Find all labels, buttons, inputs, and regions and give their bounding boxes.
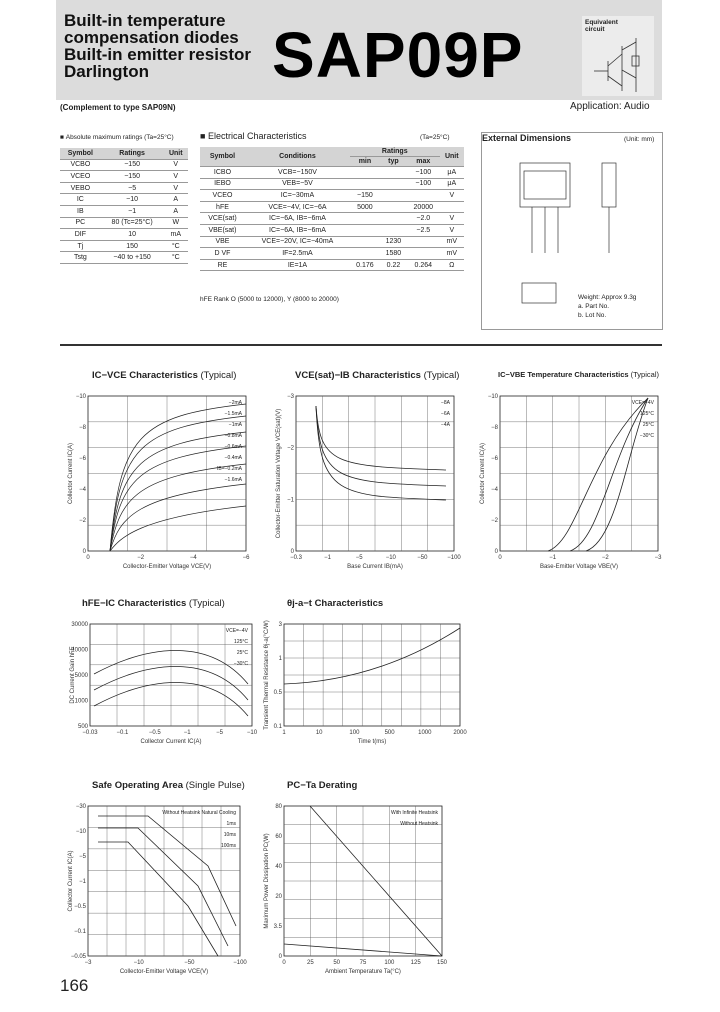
y-tick-label: 40 [275, 864, 282, 870]
x-axis-label: Base Current IB(mA) [347, 564, 403, 570]
y-tick-label: 0.5 [273, 690, 282, 696]
curve-label: 10ms [223, 832, 236, 838]
x-tick-label: −0.3 [290, 555, 302, 561]
table-row: Tj 150 °C [60, 240, 188, 252]
table-header [60, 148, 188, 159]
ext-dims-notes: Weight: Approx 9.3g a. Part No. b. Lot No. [578, 294, 637, 319]
y-tick-label: −4 [491, 487, 498, 493]
table-row: VCEO IC=−30mA −150 V [200, 190, 464, 202]
y-tick-label: 60 [275, 834, 282, 840]
feature-line: Built-in emitter resistor [64, 45, 252, 64]
x-axis-label: Time t(ms) [357, 739, 387, 745]
ic-vbe-curve [570, 398, 648, 551]
table-row: RE IE=1A 0.176 0.22 0.264 Ω [200, 259, 464, 271]
col-header: Ratings [101, 148, 164, 159]
y-tick-label: −2 [287, 445, 294, 452]
x-tick-label: 25 [306, 960, 314, 966]
y-axis-label: Collector-Emitter Saturation Voltage VCE(sat)(V) [276, 408, 282, 539]
table-row: VBE VCE=−20V, IC=−40mA 1230 mV [200, 236, 464, 248]
chart4-title: hFE−IC Characteristics (Typical) [82, 598, 225, 609]
ext-dims-unit: (Unit: mm) [624, 136, 655, 143]
x-tick-label: 0 [86, 555, 90, 561]
y-tick-label: 0 [494, 549, 498, 555]
chart5-theta-t [262, 614, 472, 749]
curve-label: With Infinite Heatsink [391, 810, 438, 816]
x-tick-label: −1 [183, 730, 191, 736]
x-tick-label: 0 [282, 960, 286, 966]
y-tick-label: 500 [77, 724, 88, 730]
y-tick-label: −3 [287, 394, 294, 400]
curve-label: 25°C [642, 422, 654, 428]
x-tick-label: −1 [324, 555, 332, 561]
y-axis-label: DC Current Gain hFE [70, 646, 76, 704]
chart2-title: VCE(sat)−IB Characteristics (Typical) [295, 370, 460, 381]
ic-curve [110, 506, 246, 551]
y-tick-label: 0.1 [273, 724, 282, 730]
y-tick-label: 0 [290, 549, 294, 555]
table-row: VCE(sat) IC=−6A, IB=−6mA −2.0 V [200, 213, 464, 225]
y-tick-label: −30 [75, 804, 86, 810]
x-tick-label: −50 [417, 555, 428, 561]
y-tick-label: −6 [491, 456, 498, 462]
x-tick-label: 100 [349, 730, 360, 736]
table-row: hFE VCE=−4V, IC=−6A 5000 20000 [200, 201, 464, 213]
chart3-title: IC−VBE Temperature Characteristics (Typical) [498, 370, 659, 379]
abs-max-title-text: Absolute maximum ratings [65, 134, 143, 141]
ext-dims-title: External Dimensions [482, 133, 572, 143]
chart7-title: PC−Ta Derating [287, 780, 358, 791]
rank-note: hFE Rank O (5000 to 12000), Y (8000 to 20000) [200, 296, 339, 303]
x-tick-label: 50 [333, 960, 341, 966]
y-tick-label: 0 [278, 954, 282, 960]
curve-label: −0.8mA [224, 433, 242, 439]
elec-title-text: Electrical Characteristics [207, 131, 307, 141]
curve-label: −8A [440, 400, 450, 406]
y-tick-label: 1 [278, 656, 282, 662]
x-tick-label: 500 [384, 730, 395, 736]
curve-label: −1.6mA [224, 477, 242, 483]
y-tick-label: 1000 [74, 698, 88, 705]
curve-label: VCE=−4V [225, 628, 248, 634]
table-row: D VF IF=2.5mA 1580 mV [200, 248, 464, 260]
chart3-ic-vbe [472, 386, 672, 576]
x-axis-label: Collector Current IC(A) [140, 739, 202, 745]
x-tick-label: 1 [282, 730, 286, 736]
table-row: ICBO VCB=−150V −100 μA [200, 167, 464, 179]
curve-label: 125°C [640, 411, 654, 417]
feature-line: Built-in temperature [64, 11, 226, 30]
table-row: IC −10 A [60, 194, 188, 206]
table-row: PC 80 (Tc=25°C) W [60, 217, 188, 229]
y-tick-label: −0.05 [70, 954, 86, 960]
curve-label: −4A [440, 422, 450, 428]
x-axis-label: Collector-Emitter Voltage VCE(V) [119, 969, 209, 975]
y-axis-label: Maximum Power Dissipation PC(W) [264, 833, 270, 929]
y-tick-label: −1 [287, 497, 294, 504]
x-tick-label: −10 [133, 960, 144, 966]
application-note: Application: Audio [570, 101, 650, 112]
y-axis-label: Collector Current IC(A) [68, 442, 74, 505]
y-axis-label: Collector Current IC(A) [480, 442, 486, 505]
y-tick-label: −8 [491, 425, 498, 431]
curve-label: 125°C [234, 639, 248, 645]
x-axis-label: Base-Emitter Voltage VBE(V) [539, 564, 619, 570]
chart6-soa [60, 796, 260, 982]
curve-label: −30°C [233, 661, 248, 667]
x-tick-label: −100 [447, 555, 461, 561]
y-tick-label: −6 [79, 456, 86, 462]
y-tick-label: −10 [75, 394, 86, 400]
chart1-title: IC−VCE Characteristics (Typical) [92, 370, 237, 381]
y-tick-label: 3.5 [273, 924, 282, 930]
y-tick-label: 10000 [71, 647, 88, 654]
vcesat-curve [316, 406, 446, 470]
chart5-title: θj-a−t Characteristics [287, 598, 384, 609]
table-row: IEBO VEB=−5V −100 μA [200, 178, 464, 190]
curve-label: 25°C [236, 650, 248, 656]
y-tick-label: −1 [79, 879, 86, 885]
chart1-ic-vce [60, 386, 260, 576]
chart2-vcesat-ib [268, 386, 468, 576]
x-tick-label: 0 [498, 555, 502, 561]
feature-line: Darlington [64, 62, 149, 81]
x-tick-label: −1 [549, 555, 557, 561]
y-axis-label: Collector Current IC(A) [68, 850, 74, 912]
curve-label: −2mA [228, 400, 242, 406]
equivalent-label: Equivalent circuit [585, 19, 618, 33]
x-tick-label: −5 [355, 555, 363, 561]
elec-cond: (Ta=25°C) [420, 134, 450, 141]
page-number: 166 [60, 976, 89, 995]
vcesat-curve [316, 406, 446, 500]
header-features [64, 12, 251, 80]
curve-label: −6A [440, 411, 450, 417]
curve-label: VCE=−4V [631, 400, 654, 406]
x-axis-label: Ambient Temperature Ta(°C) [325, 969, 401, 975]
x-tick-label: 1000 [418, 730, 432, 736]
chart4-hfe-ic [54, 614, 264, 749]
x-tick-label: −100 [233, 960, 247, 966]
table-row: VCBO −150 V [60, 159, 188, 171]
curve-label: −1mA [228, 422, 242, 428]
ext-dims-box [481, 132, 663, 330]
x-tick-label: 2000 [453, 730, 467, 736]
abs-max-cond: (Ta=25°C) [144, 134, 174, 141]
y-tick-label: −2 [79, 518, 86, 524]
theta-curve [284, 628, 460, 684]
y-tick-label: −10 [487, 394, 498, 400]
elec-table [200, 147, 464, 271]
complement-note: (Complement to type SAP09N) [60, 103, 176, 112]
curve-label: −0.4mA [224, 455, 242, 461]
vcesat-curve [316, 406, 446, 486]
x-tick-label: 125 [410, 960, 421, 966]
x-tick-label: −0.1 [116, 730, 129, 736]
curve-label: −1.5mA [224, 411, 242, 417]
x-tick-label: −3 [654, 555, 662, 561]
part-number: SAP09P [272, 19, 524, 91]
x-tick-label: −10 [385, 555, 396, 561]
y-tick-label: −0.1 [74, 929, 86, 935]
x-axis-label: Collector-Emitter Voltage VCE(V) [122, 564, 212, 570]
chart6-title: Safe Operating Area (Single Pulse) [92, 780, 245, 791]
x-tick-label: −50 [184, 960, 195, 966]
x-tick-label: 100 [384, 960, 395, 966]
x-tick-label: −0.03 [82, 730, 98, 736]
x-tick-label: −4 [189, 555, 197, 561]
y-tick-label: −10 [75, 829, 86, 835]
ic-curve [110, 446, 246, 551]
x-tick-label: −10 [246, 730, 258, 736]
y-tick-label: −0.5 [74, 904, 86, 910]
curve-label: 1ms [226, 821, 236, 827]
table-row: VEBO −5 V [60, 182, 188, 194]
curve-label: Without Heatsink Natural Cooling [162, 810, 236, 816]
curve-label: IB=−0.2mA [216, 466, 242, 472]
x-tick-label: −5 [216, 730, 224, 736]
y-tick-label: 30000 [71, 622, 88, 628]
abs-max-title: ■ Absolute maximum ratings (Ta=25°C) [60, 134, 174, 141]
ic-vbe-curve [548, 398, 648, 551]
x-tick-label: 75 [359, 960, 367, 966]
table-row: IB −1 A [60, 205, 188, 217]
col-header: Symbol [60, 148, 101, 159]
table-row: Tstg −40 to +150 °C [60, 252, 188, 264]
equivalent-circuit-box [582, 16, 654, 96]
table-row: DIF 10 mA [60, 229, 188, 241]
curve-label: 100ms [220, 843, 236, 849]
chart7-pc-ta [262, 796, 462, 982]
curve-label: Without Heatsink [400, 821, 438, 827]
x-tick-label: 150 [436, 960, 448, 966]
table-header: Symbol Conditions Ratings Unit [200, 147, 464, 157]
y-tick-label: 20 [275, 894, 282, 900]
table-header: min typ max [200, 157, 464, 167]
y-tick-label: −5 [79, 854, 86, 860]
curve-label: −0.6mA [224, 444, 242, 450]
circuit-schematic [590, 36, 650, 94]
y-tick-label: 0 [82, 549, 86, 555]
table-row: VBE(sat) IC=−6A, IB=−6mA −2.5 V [200, 224, 464, 236]
y-tick-label: −4 [79, 487, 86, 493]
col-header: Unit [163, 148, 188, 159]
feature-line: compensation diodes [64, 28, 239, 47]
x-tick-label: −6 [242, 555, 250, 561]
x-tick-label: −2 [137, 555, 145, 561]
table-row: VCEO −150 V [60, 171, 188, 183]
curve-label: −30°C [639, 433, 654, 439]
y-axis-label: Transient Thermal Resistance θj-a(°C/W) [264, 620, 270, 730]
section-divider [60, 344, 662, 346]
y-tick-label: 3 [278, 622, 282, 628]
y-tick-label: 5000 [74, 673, 88, 679]
y-tick-label: 80 [275, 804, 282, 810]
soa-10ms [98, 828, 228, 946]
elec-title: ■ Electrical Characteristics [200, 131, 307, 141]
y-tick-label: −8 [79, 425, 86, 431]
x-tick-label: −2 [601, 555, 609, 561]
x-tick-label: −3 [84, 960, 92, 966]
abs-max-table [60, 148, 188, 264]
x-tick-label: 10 [315, 730, 323, 736]
y-tick-label: −2 [491, 518, 498, 524]
ic-curve [110, 484, 246, 551]
x-tick-label: −0.5 [148, 730, 161, 736]
soa-1ms [98, 816, 236, 926]
